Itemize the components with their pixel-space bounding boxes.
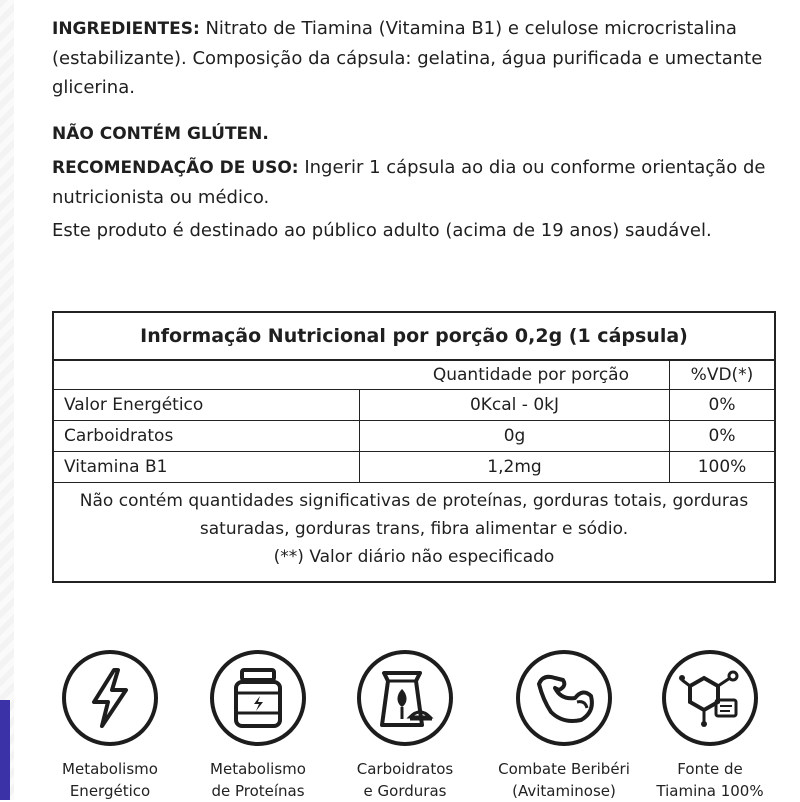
nutrient-vd: 0% (708, 395, 736, 415)
recommendation-paragraph (52, 153, 772, 212)
ingredients-label: INGREDIENTES: (52, 19, 200, 39)
benefit-label: Carboidratos e Gorduras (356, 760, 454, 800)
nutrition-header-empty (54, 361, 360, 389)
benefit-label: Fonte de Tiamina 100% (656, 760, 764, 800)
left-accent-bar (0, 700, 10, 800)
nutrition-footnote-insignificant: Não contém quantidades significativas de proteínas, gorduras totais, gorduras saturadas, gorduras trans, fibra alimentar e sódio. (79, 491, 749, 539)
ingredients-text: Nitrato de Tiamina (Vitamina B1) e celulose microcristalina (estabilizante). Composição da cápsula: gelatina, água purificada e umectante glicerina. (52, 18, 763, 98)
nutrition-title: Informação Nutricional por porção 0,2g (1 cápsula) (54, 313, 774, 361)
benefit-item (188, 650, 328, 802)
nutrition-header-vd: %VD(*) (690, 365, 754, 385)
protein-jar-icon (210, 650, 306, 746)
benefit-item (335, 650, 475, 802)
nutrient-name: Valor Energético (54, 390, 360, 420)
nutrition-table (52, 311, 776, 583)
grain-bag-icon (357, 650, 453, 746)
nutrient-quantity: 0Kcal - 0kJ (360, 390, 670, 420)
gluten-notice: NÃO CONTÉM GLÚTEN. (52, 124, 269, 144)
molecule-icon (662, 650, 758, 746)
nutrient-name: Carboidratos (54, 421, 360, 451)
nutrition-header-row (54, 361, 774, 390)
benefit-item (494, 650, 634, 802)
nutrient-vd: 100% (697, 457, 747, 477)
recommendation-label: RECOMENDAÇÃO DE USO: (52, 158, 299, 178)
benefit-item (40, 650, 180, 802)
nutrient-vd: 0% (708, 426, 736, 446)
nutrient-quantity: 1,2mg (360, 452, 670, 482)
product-info (52, 14, 772, 245)
nutrition-header-quantity: Quantidade por porção (360, 361, 670, 389)
benefit-item (640, 650, 780, 802)
lightning-bolt-icon (62, 650, 158, 746)
table-row (54, 390, 774, 421)
nutrition-footnotes (54, 483, 774, 571)
nutrient-name: Vitamina B1 (54, 452, 360, 482)
nutrition-footnote-daily-value: (**) Valor diário não especificado (273, 547, 555, 567)
flexed-arm-icon (516, 650, 612, 746)
ingredients-paragraph (52, 14, 772, 102)
benefit-label: Metabolismo de Proteínas (210, 760, 306, 800)
benefit-icons (50, 650, 780, 800)
nutrient-quantity: 0g (360, 421, 670, 451)
recommendation-text: Ingerir 1 cápsula ao dia ou conforme orientação de nutricionista ou médico. (52, 157, 766, 208)
benefit-label: Combate Beribéri (Avitaminose) (498, 760, 630, 800)
table-row (54, 452, 774, 483)
table-row (54, 421, 774, 452)
benefit-label: Metabolismo Energético (62, 760, 158, 800)
public-note: Este produto é destinado ao público adulto (acima de 19 anos) saudável. (52, 220, 712, 241)
left-decorative-strip (0, 0, 14, 800)
